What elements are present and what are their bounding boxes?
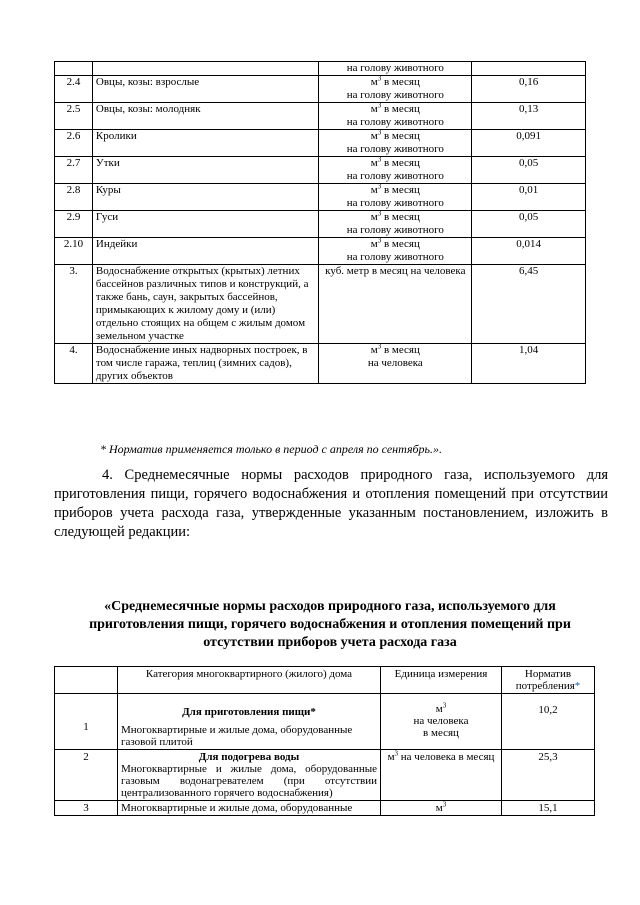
row-number: 2 bbox=[55, 750, 118, 801]
row-number: 2.9 bbox=[55, 211, 93, 238]
row-content bbox=[118, 694, 381, 750]
row-number: 2.4 bbox=[55, 76, 93, 103]
table-row bbox=[55, 130, 586, 157]
header-norm: Норматив потребления* bbox=[502, 667, 595, 694]
unit-cell: $м^3$ в месяц на голову животного bbox=[319, 76, 472, 103]
table-row bbox=[55, 76, 586, 103]
table-row bbox=[55, 184, 586, 211]
row-number: 1 bbox=[55, 694, 118, 750]
unit-cell: $м^3$ в месяц на человека bbox=[319, 344, 472, 384]
row-number: 3. bbox=[55, 265, 93, 344]
asterisk-mark: * bbox=[574, 680, 581, 692]
unit-cell: на голову животного bbox=[319, 62, 472, 76]
norm-value: 0,05 bbox=[472, 157, 586, 184]
unit-cell: $м^3$ в месяц на голову животного bbox=[319, 238, 472, 265]
livestock-water-norms-table bbox=[54, 61, 586, 384]
norm-value: 0,05 bbox=[472, 211, 586, 238]
row-number: 4. bbox=[55, 344, 93, 384]
table-row bbox=[55, 238, 586, 265]
row-number: 2.5 bbox=[55, 103, 93, 130]
row-name: Индейки bbox=[92, 238, 319, 265]
table-row bbox=[55, 265, 586, 344]
row-name: Куры bbox=[92, 184, 319, 211]
norm-value: 15,1 bbox=[502, 801, 595, 816]
table-row bbox=[55, 801, 595, 816]
table-row bbox=[55, 750, 595, 801]
row-name: Водоснабжение иных надворных построек, в том числе гаража, теплиц (зимних садов), других объектов bbox=[92, 344, 319, 384]
table-header-row bbox=[55, 667, 595, 694]
unit-cell: $м^3$ в месяц на голову животного bbox=[319, 103, 472, 130]
unit-cell: $м^3$ bbox=[381, 801, 502, 816]
unit-cell: $м^3$ в месяц на голову животного bbox=[319, 130, 472, 157]
unit-cell: $м^3$ в месяц на голову животного bbox=[319, 157, 472, 184]
row-number: 2.6 bbox=[55, 130, 93, 157]
table-row bbox=[55, 157, 586, 184]
row-name: Овцы, козы: взрослые bbox=[92, 76, 319, 103]
amendment-paragraph: 4. Среднемесячные нормы расходов природного газа, используемого для приготовления пищи, горячего водоснабжения и отопления помещений при отсутствии приборов учета расхода газа, утвержденные указанным постановлением, изложить в следующей редакции: bbox=[54, 467, 608, 540]
row-name: Гуси bbox=[92, 211, 319, 238]
row-text: Многоквартирные и жилые дома, оборудованные bbox=[118, 801, 381, 816]
norm-value: 0,16 bbox=[472, 76, 586, 103]
unit-cell: $м^3$ на человека в месяц bbox=[381, 750, 502, 801]
table-row bbox=[55, 211, 586, 238]
header-category: Категория многоквартирного (жилого) дома bbox=[118, 667, 381, 694]
row-number: 2.7 bbox=[55, 157, 93, 184]
unit-cell: $м^3$ в месяц на голову животного bbox=[319, 184, 472, 211]
norm-value: 6,45 bbox=[472, 265, 586, 344]
section-heading: «Среднемесячные нормы расходов природного газа, используемого для приготовления пищи, горячего водоснабжения и отопления помещений при отсутствии приборов учета расхода газа bbox=[89, 599, 571, 650]
row-name: Утки bbox=[92, 157, 319, 184]
norm-value: 25,3 bbox=[502, 750, 595, 801]
norm-value: 0,091 bbox=[472, 130, 586, 157]
norm-value: 1,04 bbox=[472, 344, 586, 384]
header-unit: Единица измерения bbox=[381, 667, 502, 694]
table-row bbox=[55, 694, 595, 750]
row-number: 2.10 bbox=[55, 238, 93, 265]
table-row bbox=[55, 62, 586, 76]
row-name: Овцы, козы: молодняк bbox=[92, 103, 319, 130]
gas-norms-table bbox=[54, 666, 595, 816]
row-number: 3 bbox=[55, 801, 118, 816]
norm-value: 0,01 bbox=[472, 184, 586, 211]
footnote: * Норматив применяется только в период с апреля по сентябрь.». bbox=[100, 442, 443, 456]
table-row bbox=[55, 344, 586, 384]
norm-value: 10,2 bbox=[502, 694, 595, 750]
unit-cell: $м^3$ на человека в месяц bbox=[381, 694, 502, 750]
row-number: 2.8 bbox=[55, 184, 93, 211]
table-row bbox=[55, 103, 586, 130]
norm-value: 0,014 bbox=[472, 238, 586, 265]
row-text: Многоквартирные и жилые дома, оборудованные газовым водонагревателем (при отсутствии централизованного горячего водоснабжения) bbox=[121, 763, 377, 799]
row-name: Кролики bbox=[92, 130, 319, 157]
unit-cell: куб. метр в месяц на человека bbox=[319, 265, 472, 344]
row-content bbox=[118, 750, 381, 801]
row-title: Для подогрева воды bbox=[198, 751, 300, 763]
norm-value: 0,13 bbox=[472, 103, 586, 130]
unit-cell: $м^3$ в месяц на голову животного bbox=[319, 211, 472, 238]
row-title: Для приготовления пищи* bbox=[182, 706, 316, 718]
row-name: Водоснабжение открытых (крытых) летних бассейнов различных типов и конструкций, а также бань, саун, закрытых бассейнов, примыкающих к жилому дому и (или) отдельно стоящих на общем с жилым домом земельном участке bbox=[92, 265, 319, 344]
row-text: Многоквартирные и жилые дома, оборудованные газовой плитой bbox=[121, 724, 353, 748]
